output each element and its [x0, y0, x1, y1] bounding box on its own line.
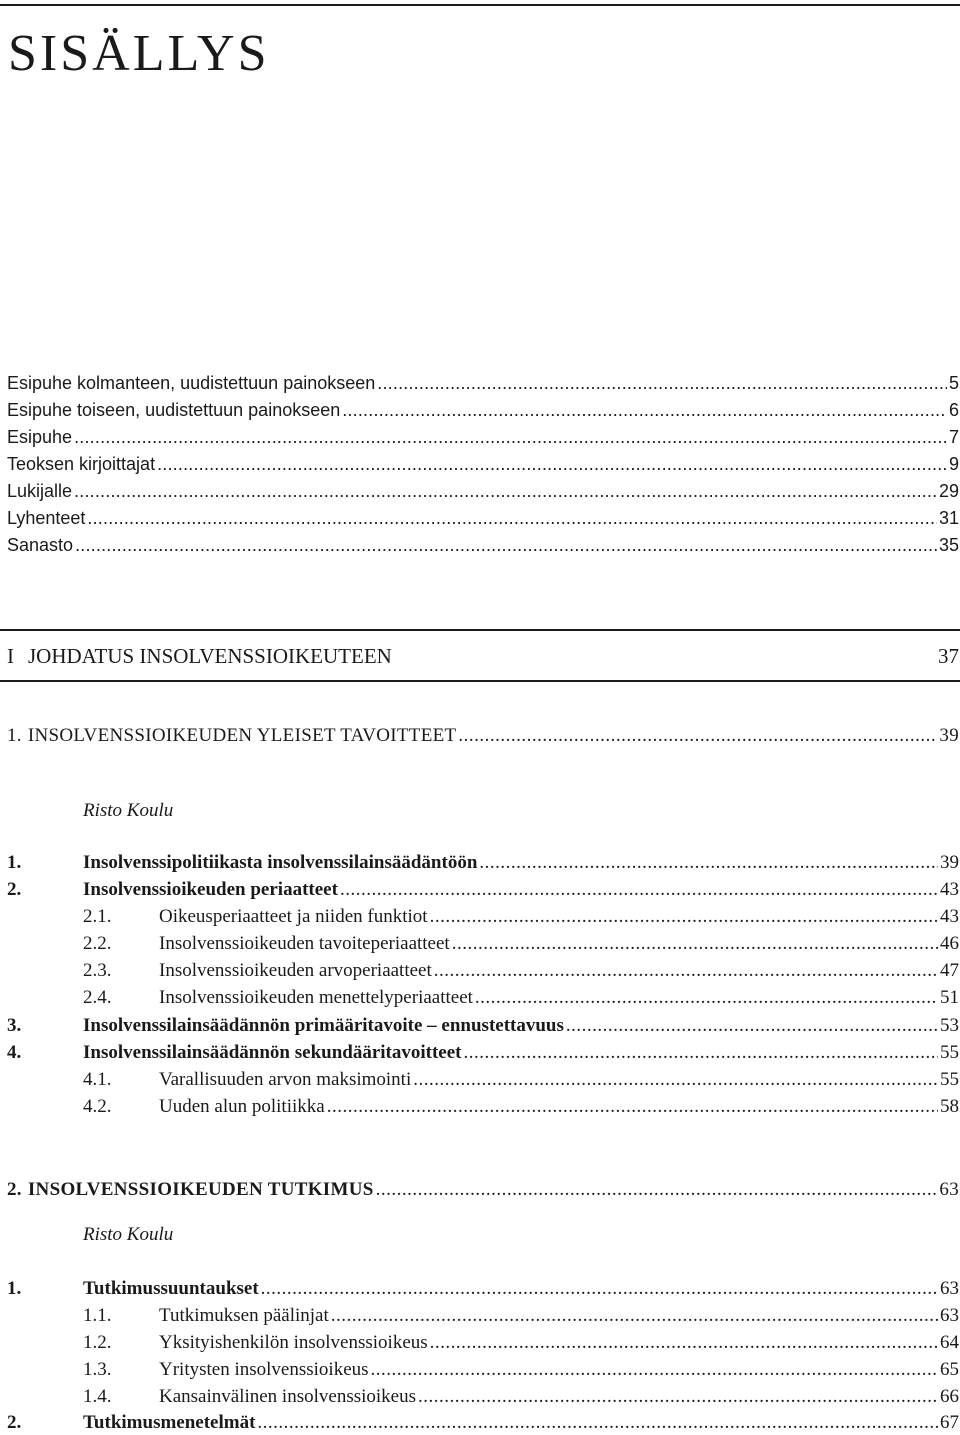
section-page: 39 — [940, 852, 959, 873]
subsection-title: Insolvenssioikeuden tavoiteperiaatteet — [159, 933, 450, 954]
toc-entry-page: 6 — [948, 400, 959, 420]
toc-entry-title: Sanasto — [7, 535, 74, 555]
toc-entry[interactable] — [7, 479, 959, 503]
toc-entry-title: Esipuhe kolmanteen, uudistettuun painokseen — [7, 373, 376, 393]
toc-leader-dots — [74, 479, 937, 503]
toc-leader-dots — [157, 452, 947, 476]
part-title: JOHDATUS INSOLVENSSIOIKEUTEEN — [28, 644, 392, 668]
part-heading[interactable] — [7, 643, 959, 669]
section-title: Tutkimussuuntaukset — [83, 1278, 259, 1299]
subsection-page: 65 — [940, 1359, 959, 1380]
toc-entry-title: Lyhenteet — [7, 508, 86, 528]
subsection-number: 2.4. — [83, 987, 112, 1008]
toc-entry-page: 7 — [948, 427, 959, 447]
subsection-number: 4.2. — [83, 1096, 112, 1117]
toc-leader-dots — [377, 371, 947, 395]
part-rule-top — [0, 629, 960, 631]
toc-section[interactable] — [7, 1277, 959, 1301]
toc-leader-dots — [418, 1385, 938, 1409]
subsection-title: Varallisuuden arvon maksimointi — [159, 1069, 412, 1090]
section-title: Tutkimusmenetelmät — [83, 1412, 256, 1433]
subsection-number: 2.3. — [83, 960, 112, 981]
chapter-title: INSOLVENSSIOIKEUDEN YLEISET TAVOITTEET — [27, 725, 457, 746]
toc-subsection[interactable] — [83, 1358, 959, 1382]
subsection-number: 1.4. — [83, 1386, 112, 1407]
section-title: Insolvenssilainsäädännön primääritavoite – ennustettavuus — [83, 1015, 564, 1036]
section-number: 4. — [7, 1042, 22, 1063]
chapter-number: 2. — [7, 1179, 22, 1200]
toc-leader-dots — [342, 398, 947, 422]
section-title: Insolvenssilainsäädännön sekundääritavoitteet — [83, 1042, 462, 1063]
toc-entry[interactable] — [7, 425, 959, 449]
toc-leader-dots — [74, 425, 947, 449]
toc-leader-dots — [458, 724, 937, 748]
toc-leader-dots — [430, 905, 938, 929]
subsection-page: 64 — [940, 1332, 959, 1353]
toc-subsection[interactable] — [83, 1095, 959, 1119]
toc-entry[interactable] — [7, 398, 959, 422]
toc-entry-page: 31 — [938, 508, 959, 528]
toc-leader-dots — [566, 1014, 938, 1038]
toc-entry[interactable] — [7, 506, 959, 530]
toc-leader-dots — [331, 1304, 938, 1328]
subsection-number: 1.1. — [83, 1305, 112, 1326]
subsection-number: 2.1. — [83, 906, 112, 927]
section-page: 43 — [940, 879, 959, 900]
toc-entry-page: 5 — [948, 373, 959, 393]
toc-subsection[interactable] — [83, 959, 959, 983]
toc-entry-title: Lukijalle — [7, 481, 73, 501]
toc-entry[interactable] — [7, 452, 959, 476]
toc-section[interactable] — [7, 878, 959, 902]
page-title: SISÄLLYS — [8, 25, 270, 82]
subsection-title: Insolvenssioikeuden arvoperiaatteet — [159, 960, 432, 981]
toc-leader-dots — [340, 878, 938, 902]
section-page: 53 — [940, 1015, 959, 1036]
subsection-number: 4.1. — [83, 1069, 112, 1090]
subsection-title: Insolvenssioikeuden menettelyperiaatteet — [159, 987, 473, 1008]
part-number: I — [7, 644, 14, 668]
toc-leader-dots — [479, 851, 938, 875]
toc-entry[interactable] — [7, 533, 959, 557]
subsection-number: 2.2. — [83, 933, 112, 954]
part-page: 37 — [938, 644, 959, 668]
subsection-title: Oikeusperiaatteet ja niiden funktiot — [159, 906, 428, 927]
subsection-page: 66 — [940, 1386, 959, 1407]
toc-section[interactable] — [7, 1411, 959, 1435]
toc-leader-dots — [434, 959, 938, 983]
chapter-number: 1. — [7, 725, 22, 746]
section-number: 2. — [7, 879, 22, 900]
subsection-page: 47 — [940, 960, 959, 981]
section-page: 55 — [940, 1042, 959, 1063]
toc-subsection[interactable] — [83, 1331, 959, 1355]
toc-subsection[interactable] — [83, 932, 959, 956]
toc-section[interactable] — [7, 1014, 959, 1038]
toc-entry-title: Esipuhe — [7, 427, 73, 447]
subsection-page: 63 — [940, 1305, 959, 1326]
toc-entry-page: 9 — [948, 454, 959, 474]
subsection-page: 51 — [940, 987, 959, 1008]
section-number: 3. — [7, 1015, 22, 1036]
subsection-title: Uuden alun politiikka — [159, 1096, 325, 1117]
chapter-author: Risto Koulu — [83, 1224, 174, 1245]
toc-leader-dots — [464, 1041, 939, 1065]
section-number: 1. — [7, 1278, 22, 1299]
subsection-page: 58 — [940, 1096, 959, 1117]
section-number: 2. — [7, 1412, 22, 1433]
toc-subsection[interactable] — [83, 1068, 959, 1092]
chapter-page: 39 — [939, 725, 959, 746]
subsection-title: Yritysten insolvenssioikeus — [159, 1359, 369, 1380]
section-title: Insolvenssipolitiikasta insolvenssilainsäädäntöön — [83, 852, 478, 873]
toc-section[interactable] — [7, 1041, 959, 1065]
toc-leader-dots — [475, 986, 938, 1010]
toc-entry-title: Teoksen kirjoittajat — [7, 454, 156, 474]
subsection-number: 1.3. — [83, 1359, 112, 1380]
toc-subsection[interactable] — [83, 1385, 959, 1409]
toc-leader-dots — [75, 533, 937, 557]
chapter-page: 63 — [939, 1179, 959, 1200]
section-number: 1. — [7, 852, 22, 873]
part-rule-bottom — [0, 680, 960, 682]
subsection-page: 55 — [940, 1069, 959, 1090]
chapter-author: Risto Koulu — [83, 800, 174, 821]
section-page: 67 — [940, 1412, 959, 1433]
toc-leader-dots — [452, 932, 938, 956]
subsection-title: Tutkimuksen päälinjat — [159, 1305, 329, 1326]
toc-leader-dots — [261, 1277, 938, 1301]
top-rule — [0, 4, 960, 6]
subsection-number: 1.2. — [83, 1332, 112, 1353]
toc-leader-dots — [413, 1068, 938, 1092]
toc-leader-dots — [371, 1358, 938, 1382]
chapter-title: INSOLVENSSIOIKEUDEN TUTKIMUS — [27, 1179, 374, 1200]
toc-leader-dots — [87, 506, 937, 530]
toc-entry[interactable] — [7, 371, 959, 395]
subsection-page: 46 — [940, 933, 959, 954]
toc-subsection[interactable] — [83, 905, 959, 929]
toc-subsection[interactable] — [83, 986, 959, 1010]
subsection-page: 43 — [940, 906, 959, 927]
toc-leader-dots — [430, 1331, 938, 1355]
section-page: 63 — [940, 1278, 959, 1299]
toc-leader-dots — [327, 1095, 938, 1119]
chapter-heading[interactable] — [7, 724, 959, 748]
toc-subsection[interactable] — [83, 1304, 959, 1328]
toc-entry-title: Esipuhe toiseen, uudistettuun painokseen — [7, 400, 341, 420]
subsection-title: Kansainvälinen insolvenssioikeus — [159, 1386, 416, 1407]
toc-section[interactable] — [7, 851, 959, 875]
chapter-heading[interactable] — [7, 1178, 959, 1202]
section-title: Insolvenssioikeuden periaatteet — [83, 879, 338, 900]
toc-entry-page: 35 — [938, 535, 959, 555]
toc-leader-dots — [257, 1411, 938, 1435]
toc-entry-page: 29 — [938, 481, 959, 501]
subsection-title: Yksityishenkilön insolvenssioikeus — [159, 1332, 428, 1353]
toc-leader-dots — [376, 1178, 938, 1202]
